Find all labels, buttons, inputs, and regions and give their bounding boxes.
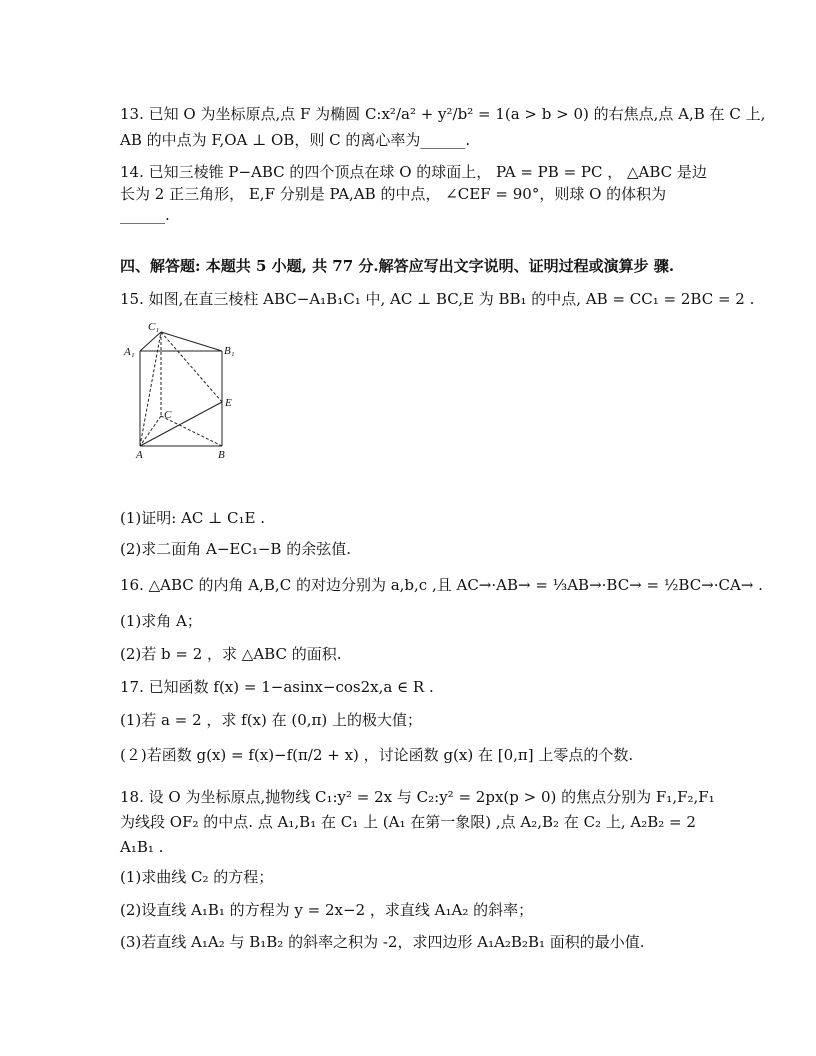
problem-16-part-1: (1)求角 A； [120,612,202,630]
section-heading: 四、解答题: 本题共 5 小题, 共 77 分.解答应写出文字说明、证明过程或演算步 骤. [120,257,675,275]
prism-diagram [118,318,248,460]
problem-15-part-1: (1)证明: AC ⊥ C₁E . [120,509,265,527]
problem-14-line-1: 14. 已知三棱锥 P−ABC 的四个顶点在球 O 的球面上， PA = PB = PC ， △ABC 是边 [120,163,707,181]
label-b1: B₁ [224,345,235,357]
problem-14-line-3: ______. [120,206,170,224]
problem-14-line-2: 长为 2 正三角形， E,F 分别是 PA,AB 的中点， ∠CEF = 90°，则球 O 的体积为 [120,185,667,203]
label-c: C [164,409,172,421]
problem-13-line-1: 13. 已知 O 为坐标原点,点 F 为椭圆 C:x²/a² + y²/b² = 1(a > b > 0) 的右焦点,点 A,B 在 C 上, [120,105,766,123]
label-b: B [218,449,225,460]
problem-16-part-2: (2)若 b = 2 ，求 △ABC 的面积. [120,645,342,663]
label-c1: C₁ [148,321,160,333]
problem-17-statement: 17. 已知函数 f(x) = 1−asinx−cos2x,a ∈ R . [120,678,434,696]
label-a: A [136,449,143,460]
problem-16-statement: 16. △ABC 的内角 A,B,C 的对边分别为 a,b,c ,且 AC→·AB→ = ⅓AB→·BC→ = ½BC→·CA→ . [120,576,763,594]
problem-18-part-1: (1)求曲线 C₂ 的方程； [120,868,274,886]
problem-18-line-3: A₁B₁ . [120,838,164,856]
problem-18-part-3: (3)若直线 A₁A₂ 与 B₁B₂ 的斜率之积为 -2，求四边形 A₁A₂B₂B₁ 面积的最小值. [120,933,645,951]
problem-18-line-1: 18. 设 O 为坐标原点,抛物线 C₁:y² = 2x 与 C₂:y² = 2px(p > 0) 的焦点分别为 F₁,F₂,F₁ [120,788,715,806]
prism-figure [118,318,248,460]
problem-13-line-2: AB 的中点为 F,OA ⊥ OB，则 C 的离心率为______. [120,131,471,149]
problem-18-part-2: (2)设直线 A₁B₁ 的方程为 y = 2x−2 ，求直线 A₁A₂ 的斜率； [120,901,534,919]
problem-15-part-2: (2)求二面角 A−EC₁−B 的余弦值. [120,540,351,558]
problem-18-line-2: 为线段 OF₂ 的中点. 点 A₁,B₁ 在 C₁ 上 (A₁ 在第一象限) ,点 A₂,B₂ 在 C₂ 上, A₂B₂ = 2 [120,813,696,831]
problem-17-part-1: (1)若 a = 2 ，求 f(x) 在 (0,π) 上的极大值； [120,711,423,729]
problem-17-part-2: (２)若函数 g(x) = f(x)−f(π/2 + x) ，讨论函数 g(x) 在 [0,π] 上零点的个数. [120,746,634,764]
label-e: E [225,397,232,409]
problem-15-statement: 15. 如图,在直三棱柱 ABC−A₁B₁C₁ 中, AC ⊥ BC,E 为 BB₁ 的中点, AB = CC₁ = 2BC = 2 . [120,290,755,308]
label-a1: A₁ [124,346,135,358]
